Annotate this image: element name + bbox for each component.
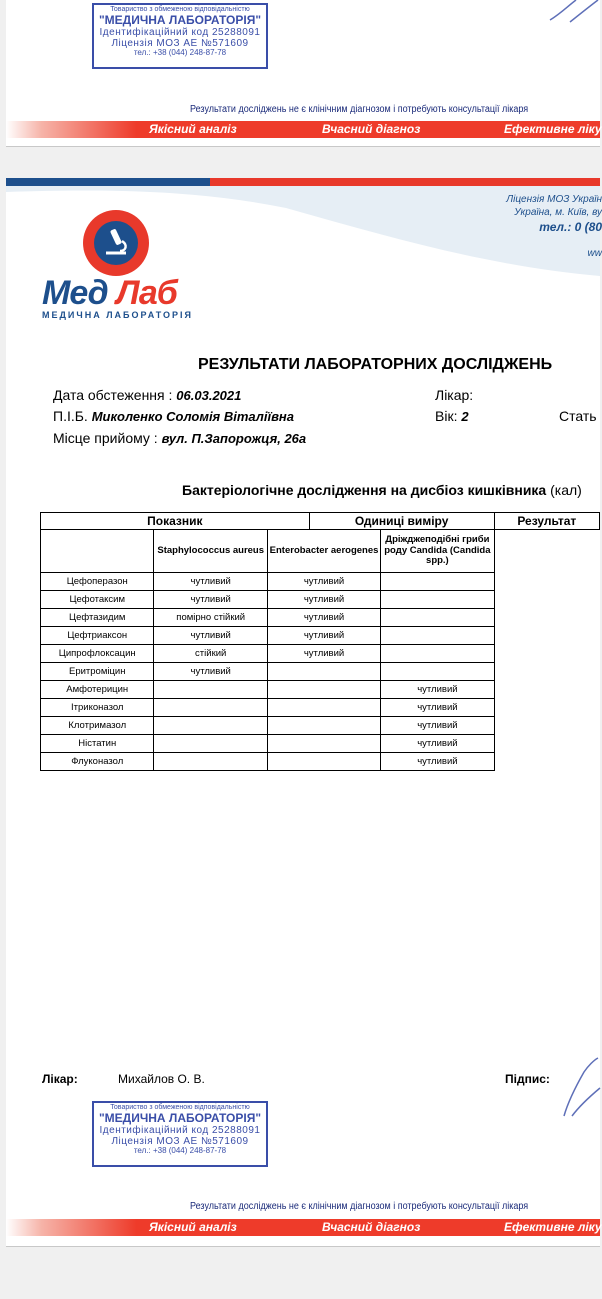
row-staph: чутливий (154, 591, 267, 609)
table-row (41, 735, 600, 753)
header-indicator: Показник (41, 513, 310, 530)
row-candida: чутливий (381, 717, 494, 735)
row-entero: чутливий (267, 573, 380, 591)
row-entero: чутливий (267, 591, 380, 609)
row-candida (381, 591, 494, 609)
signoff-doctor-name: Михайлов О. В. (118, 1072, 205, 1086)
signature-main (558, 1058, 600, 1118)
row-candida (381, 645, 494, 663)
row-entero (267, 699, 380, 717)
row-name: Ципрофлоксацин (41, 645, 154, 663)
row-candida: чутливий (381, 699, 494, 717)
row-candida (381, 609, 494, 627)
row-name: Флуконазол (41, 753, 154, 771)
slogan-bar-top: Якісний аналіз Вчасний діагноз Ефективне ліку (6, 121, 600, 138)
row-staph (154, 681, 267, 699)
slogan-bar-main: Якісний аналіз Вчасний діагноз Ефективне ліку (6, 1219, 600, 1236)
table-row (41, 591, 600, 609)
row-entero (267, 681, 380, 699)
reception-place: Місце прийому : вул. П.Запорожця, 26а (53, 430, 307, 446)
table-row (41, 717, 600, 735)
row-entero (267, 663, 380, 681)
lab-stamp-top: Товариство з обмеженою відповідальністю "МЕДИЧНА ЛАБОРАТОРІЯ" Ідентифікаційний код 25288091 Ліцензія МОЗ АЕ №571609 тел.: +38 (044) 248-87-78 (92, 3, 268, 69)
table-row (41, 645, 600, 663)
row-staph: стійкий (154, 645, 267, 663)
table-row (41, 573, 600, 591)
row-entero (267, 717, 380, 735)
results-table (40, 512, 600, 771)
report-title: РЕЗУЛЬТАТИ ЛАБОРАТОРНИХ ДОСЛІДЖЕНЬ (198, 356, 553, 373)
row-entero (267, 753, 380, 771)
row-name: Клотримазол (41, 717, 154, 735)
organism-3: Дріжджеподібні гриби роду Candida (Candida spp.) (381, 530, 494, 573)
row-name: Цефтазидим (41, 609, 154, 627)
doctor-field: Лікар: (435, 387, 474, 403)
header-license: Ліцензія МОЗ Україн (506, 194, 602, 205)
table-row (41, 753, 600, 771)
row-candida (381, 663, 494, 681)
row-staph: помірно стійкий (154, 609, 267, 627)
report-page (6, 178, 600, 1247)
row-name: Цефоперазон (41, 573, 154, 591)
sex-field: Стать (559, 408, 597, 424)
previous-page-fragment (6, 0, 600, 147)
row-entero: чутливий (267, 645, 380, 663)
organism-2: Enterobacter aerogenes (267, 530, 380, 573)
row-name: Цефтриаксон (41, 627, 154, 645)
header-phone: тел.: 0 (80 (539, 220, 602, 234)
row-entero (267, 735, 380, 753)
row-entero: чутливий (267, 609, 380, 627)
row-name: Амфотерицин (41, 681, 154, 699)
row-staph (154, 699, 267, 717)
logo-icon (83, 210, 149, 276)
organism-1: Staphylococcus aureus (154, 530, 267, 573)
disclaimer-main: Результати досліджень не є клінічним діагнозом і потребують консультації лікаря (190, 1201, 529, 1212)
study-title: Бактеріологічне дослідження на дисбіоз кишківника (кал) (182, 482, 582, 498)
row-name: Еритроміцин (41, 663, 154, 681)
row-candida: чутливий (381, 753, 494, 771)
row-candida: чутливий (381, 681, 494, 699)
row-candida (381, 627, 494, 645)
signoff-signature-label: Підпис: (505, 1072, 550, 1086)
header-units: Одиниці виміру (309, 513, 494, 530)
lab-stamp-main: Товариство з обмеженою відповідальністю "МЕДИЧНА ЛАБОРАТОРІЯ" Ідентифікаційний код 25288091 Ліцензія МОЗ АЕ №571609 тел.: +38 (044) 248-87-78 (92, 1101, 268, 1167)
table-row (41, 699, 600, 717)
exam-date: Дата обстеження : 06.03.2021 (53, 387, 242, 403)
row-entero: чутливий (267, 627, 380, 645)
row-candida (381, 573, 494, 591)
microscope-icon (94, 221, 138, 265)
header-web: ww (587, 248, 602, 259)
row-name: Ністатин (41, 735, 154, 753)
header-result: Результат (494, 513, 599, 530)
table-row (41, 681, 600, 699)
header-bar-red (210, 178, 600, 186)
organism-row (41, 530, 600, 573)
row-staph: чутливий (154, 663, 267, 681)
patient-name: П.І.Б. Миколенко Соломія Віталіївна (53, 408, 295, 424)
table-header-row (41, 513, 600, 530)
table-row (41, 609, 600, 627)
table-row (41, 663, 600, 681)
header-address: Україна, м. Київ, ву (514, 207, 602, 218)
signoff-doctor-label: Лікар: (42, 1072, 78, 1086)
brand-name: Мед Лаб (42, 274, 177, 312)
row-candida: чутливий (381, 735, 494, 753)
row-name: Ітриконазол (41, 699, 154, 717)
age-field: Вік: 2 (435, 408, 469, 424)
table-row (41, 627, 600, 645)
row-staph (154, 717, 267, 735)
disclaimer-top: Результати досліджень не є клінічним діагнозом і потребують консультації лікаря (190, 104, 529, 115)
header-bar-blue (6, 178, 210, 186)
row-staph: чутливий (154, 627, 267, 645)
row-name: Цефотаксим (41, 591, 154, 609)
row-staph: чутливий (154, 573, 267, 591)
signature-top (546, 0, 600, 24)
brand-subtitle: МЕДИЧНА ЛАБОРАТОРІЯ (42, 310, 193, 320)
row-staph (154, 735, 267, 753)
row-staph (154, 753, 267, 771)
